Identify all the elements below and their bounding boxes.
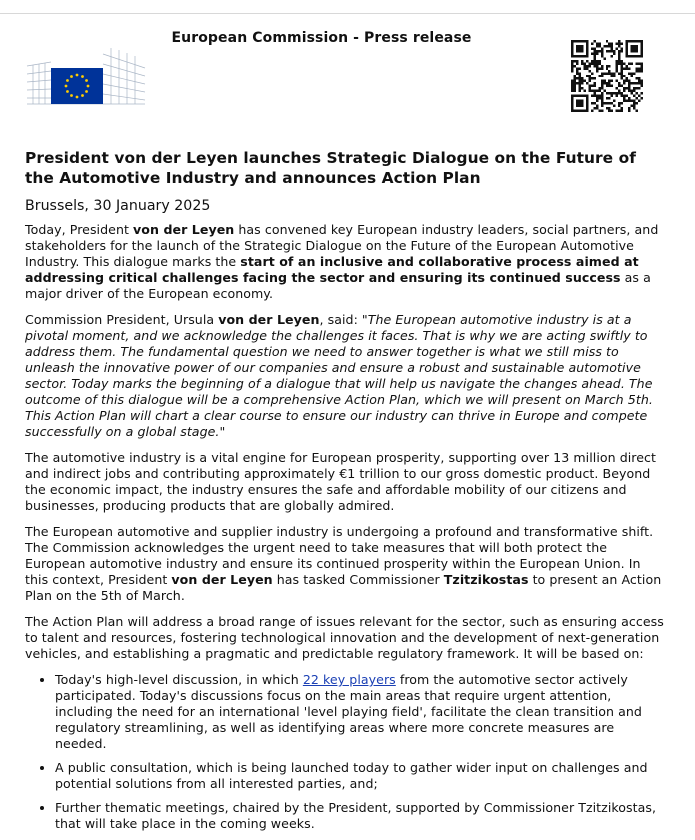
bullet-list: [25, 672, 665, 832]
paragraph-action-plan-scope: The Action Plan will address a broad range of issues relevant for the sector, such as ensuring access to talent and resources, fostering technological innovation and the development of next-generation vehicles, and establishing a pragmatic and predictable regulatory framework. It will be based on:: [25, 614, 664, 661]
qr-code-icon: [571, 40, 643, 112]
headline: President von der Leyen launches Strategic Dialogue on the Future of the Automotive Industry and announces Action Plan: [25, 149, 636, 187]
paragraph-industry: The automotive industry is a vital engine for European prosperity, supporting over 13 million direct and indirect jobs and contributing approximately €1 trillion to our gross domestic product. Beyond the economic impact, the industry ensures the safe and affordable mobility of our citizens and businesses, producing products that are globally admired.: [25, 450, 657, 513]
paragraph-action-plan-task: The European automotive and supplier industry is undergoing a profound and transformative shift. The Commission acknowledges the urgent need to take measures that will both protect the European automotive industry and ensure its continued prosperity within the European Union. In this context, President von der Leyen has tasked Commissioner Tzitzikostas to present an Action Plan on the 5th of March.: [25, 524, 662, 603]
president-quote: The European automotive industry is at a pivotal moment, and we acknowledge the challenges it faces. That is why we are acting swiftly to address them. The fundamental question we need to answer together is what we still miss to unleash the innovative power of our companies and ensure a robust and sustainable automotive sector. Today marks the beginning of a dialogue that will help us navigate the changes ahead. The outcome of this dialogue will be a comprehensive Action Plan, which we will present on March 5th. This Action Plan will chart a clear course to ensure our industry can thrive in Europe and compete successfully on a global stage.: [25, 312, 653, 439]
list-item: • Today's high-level discussion, in which 22 key players from the automotive sector actively participated. Today's discussions focus on the main areas that require urgent attention, including the need for an international 'level playing field', facilitate the clean transition and regulatory streamlining, as well as identifying areas where more concrete measures are needed.: [55, 672, 665, 752]
article: [25, 148, 665, 840]
page-header-title: European Commission - Press release: [171, 30, 472, 46]
paragraph-quote: Commission President, Ursula von der Leyen, said: "The European automotive industry is at a pivotal moment, and we acknowledge the challenges it faces. That is why we are acting swiftly to address them. The fundamental question we need to answer together is what we still miss to unleash the innovative power of our companies and ensure a robust and sustainable automotive sector. Today marks the beginning of a dialogue that will help us navigate the changes ahead. The outcome of this dialogue will be a comprehensive Action Plan, which we will present on March 5th. This Action Plan will chart a clear course to ensure our industry can thrive in Europe and compete successfully on a global stage.": [25, 312, 653, 439]
key-players-link[interactable]: 22 key players: [302, 672, 396, 687]
top-divider: [0, 13, 695, 14]
paragraph-intro: Today, President von der Leyen has convened key European industry leaders, social partners, and stakeholders for the launch of the Strategic Dialogue on the Future of the European Automotive Industry. This dialogue marks the start of an inclusive and collaborative process aimed at addressing critical challenges facing the sector and ensuring its continued success as a major driver of the European economy.: [25, 222, 659, 301]
dateline: Brussels, 30 January 2025: [25, 198, 211, 214]
list-item: • Further thematic meetings, chaired by the President, supported by Commissioner Tzitzikostas, that will take place in the coming weeks.: [55, 800, 665, 832]
european-commission-logo: [25, 46, 147, 108]
list-item: • A public consultation, which is being launched today to gather wider input on challenges and potential solutions from all interested parties, and;: [55, 760, 665, 792]
